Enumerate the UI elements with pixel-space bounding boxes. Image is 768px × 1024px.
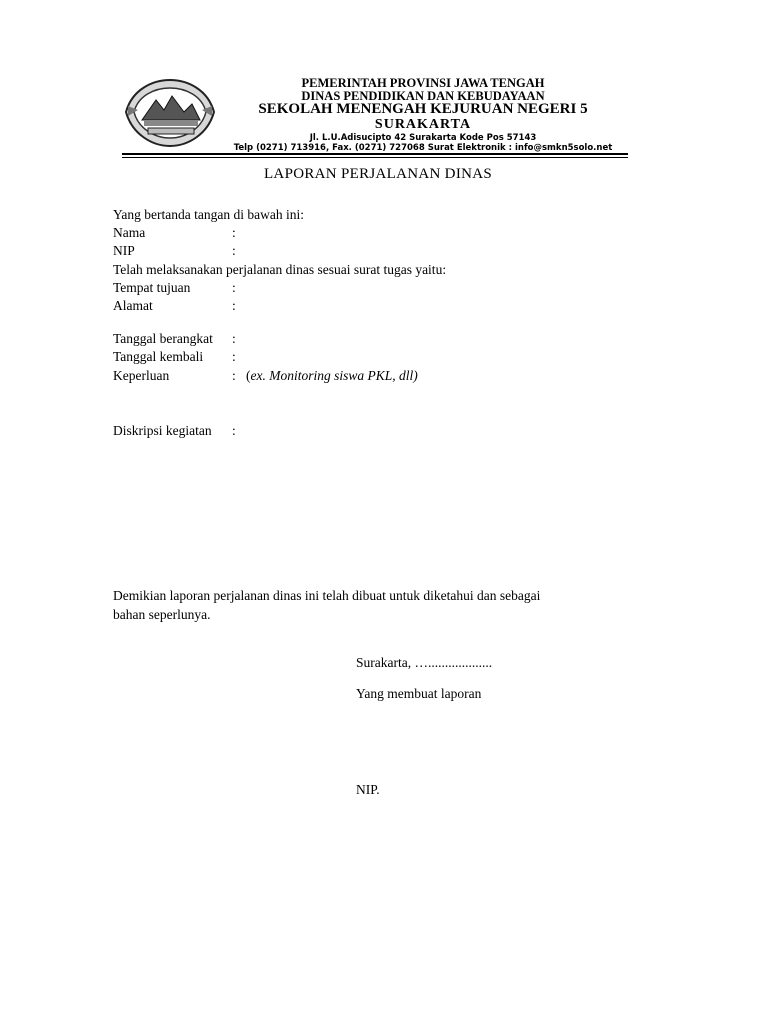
field-label-nama: Nama — [113, 225, 146, 240]
closing-line-2: bahan seperlunya. — [113, 607, 211, 622]
field-colon-nip: : — [232, 243, 236, 258]
letterhead-address: Jl. L.U.Adisucipto 42 Surakarta Kode Pos 57143 — [309, 133, 537, 143]
field-label-berangkat: Tanggal berangkat — [113, 331, 213, 346]
letterhead-divider-thick — [122, 153, 628, 155]
keperluan-note — [246, 368, 418, 384]
province-logo — [122, 76, 218, 150]
keperluan-open-paren: ( — [246, 368, 251, 383]
field-colon-tempat: : — [232, 280, 236, 295]
field-colon-alamat: : — [232, 298, 236, 313]
closing-line-1: Demikian laporan perjalanan dinas ini telah dibuat untuk diketahui dan sebagai — [113, 588, 541, 603]
letterhead-line-2: DINAS PENDIDIKAN DAN KEBUDAYAAN — [301, 89, 545, 103]
letterhead-city: SURAKARTA — [374, 117, 472, 132]
field-colon-diskripsi: : — [232, 423, 236, 438]
field-label-keperluan: Keperluan — [113, 368, 170, 383]
field-label-tempat: Tempat tujuan — [113, 280, 191, 295]
letterhead-line-1: PEMERINTAH PROVINSI JAWA TENGAH — [301, 76, 545, 90]
letterhead-contact: Telp (0271) 713916, Fax. (0271) 727068 Surat Elektronik : info@smkn5solo.net — [233, 143, 613, 153]
field-colon-keperluan: : — [232, 368, 236, 383]
field-label-diskripsi: Diskripsi kegiatan — [113, 423, 212, 438]
field-label-nip: NIP — [113, 243, 135, 258]
signature-role: Yang membuat laporan — [356, 686, 482, 701]
keperluan-example: ex. Monitoring siswa PKL, dll) — [250, 368, 418, 383]
document-title: LAPORAN PERJALANAN DINAS — [263, 166, 493, 182]
letterhead-divider-thin — [122, 157, 628, 158]
field-colon-kembali: : — [232, 349, 236, 364]
field-colon-nama: : — [232, 225, 236, 240]
statement-text: Telah melaksanakan perjalanan dinas sesuai surat tugas yaitu: — [113, 262, 447, 277]
letterhead-school-name: SEKOLAH MENENGAH KEJURUAN NEGERI 5 — [258, 101, 588, 117]
signature-nip: NIP. — [356, 782, 380, 797]
field-label-alamat: Alamat — [113, 298, 153, 313]
signature-place-date: Surakarta, …................... — [356, 655, 493, 670]
intro-text: Yang bertanda tangan di bawah ini: — [113, 207, 304, 222]
field-colon-berangkat: : — [232, 331, 236, 346]
field-label-kembali: Tanggal kembali — [113, 349, 204, 364]
